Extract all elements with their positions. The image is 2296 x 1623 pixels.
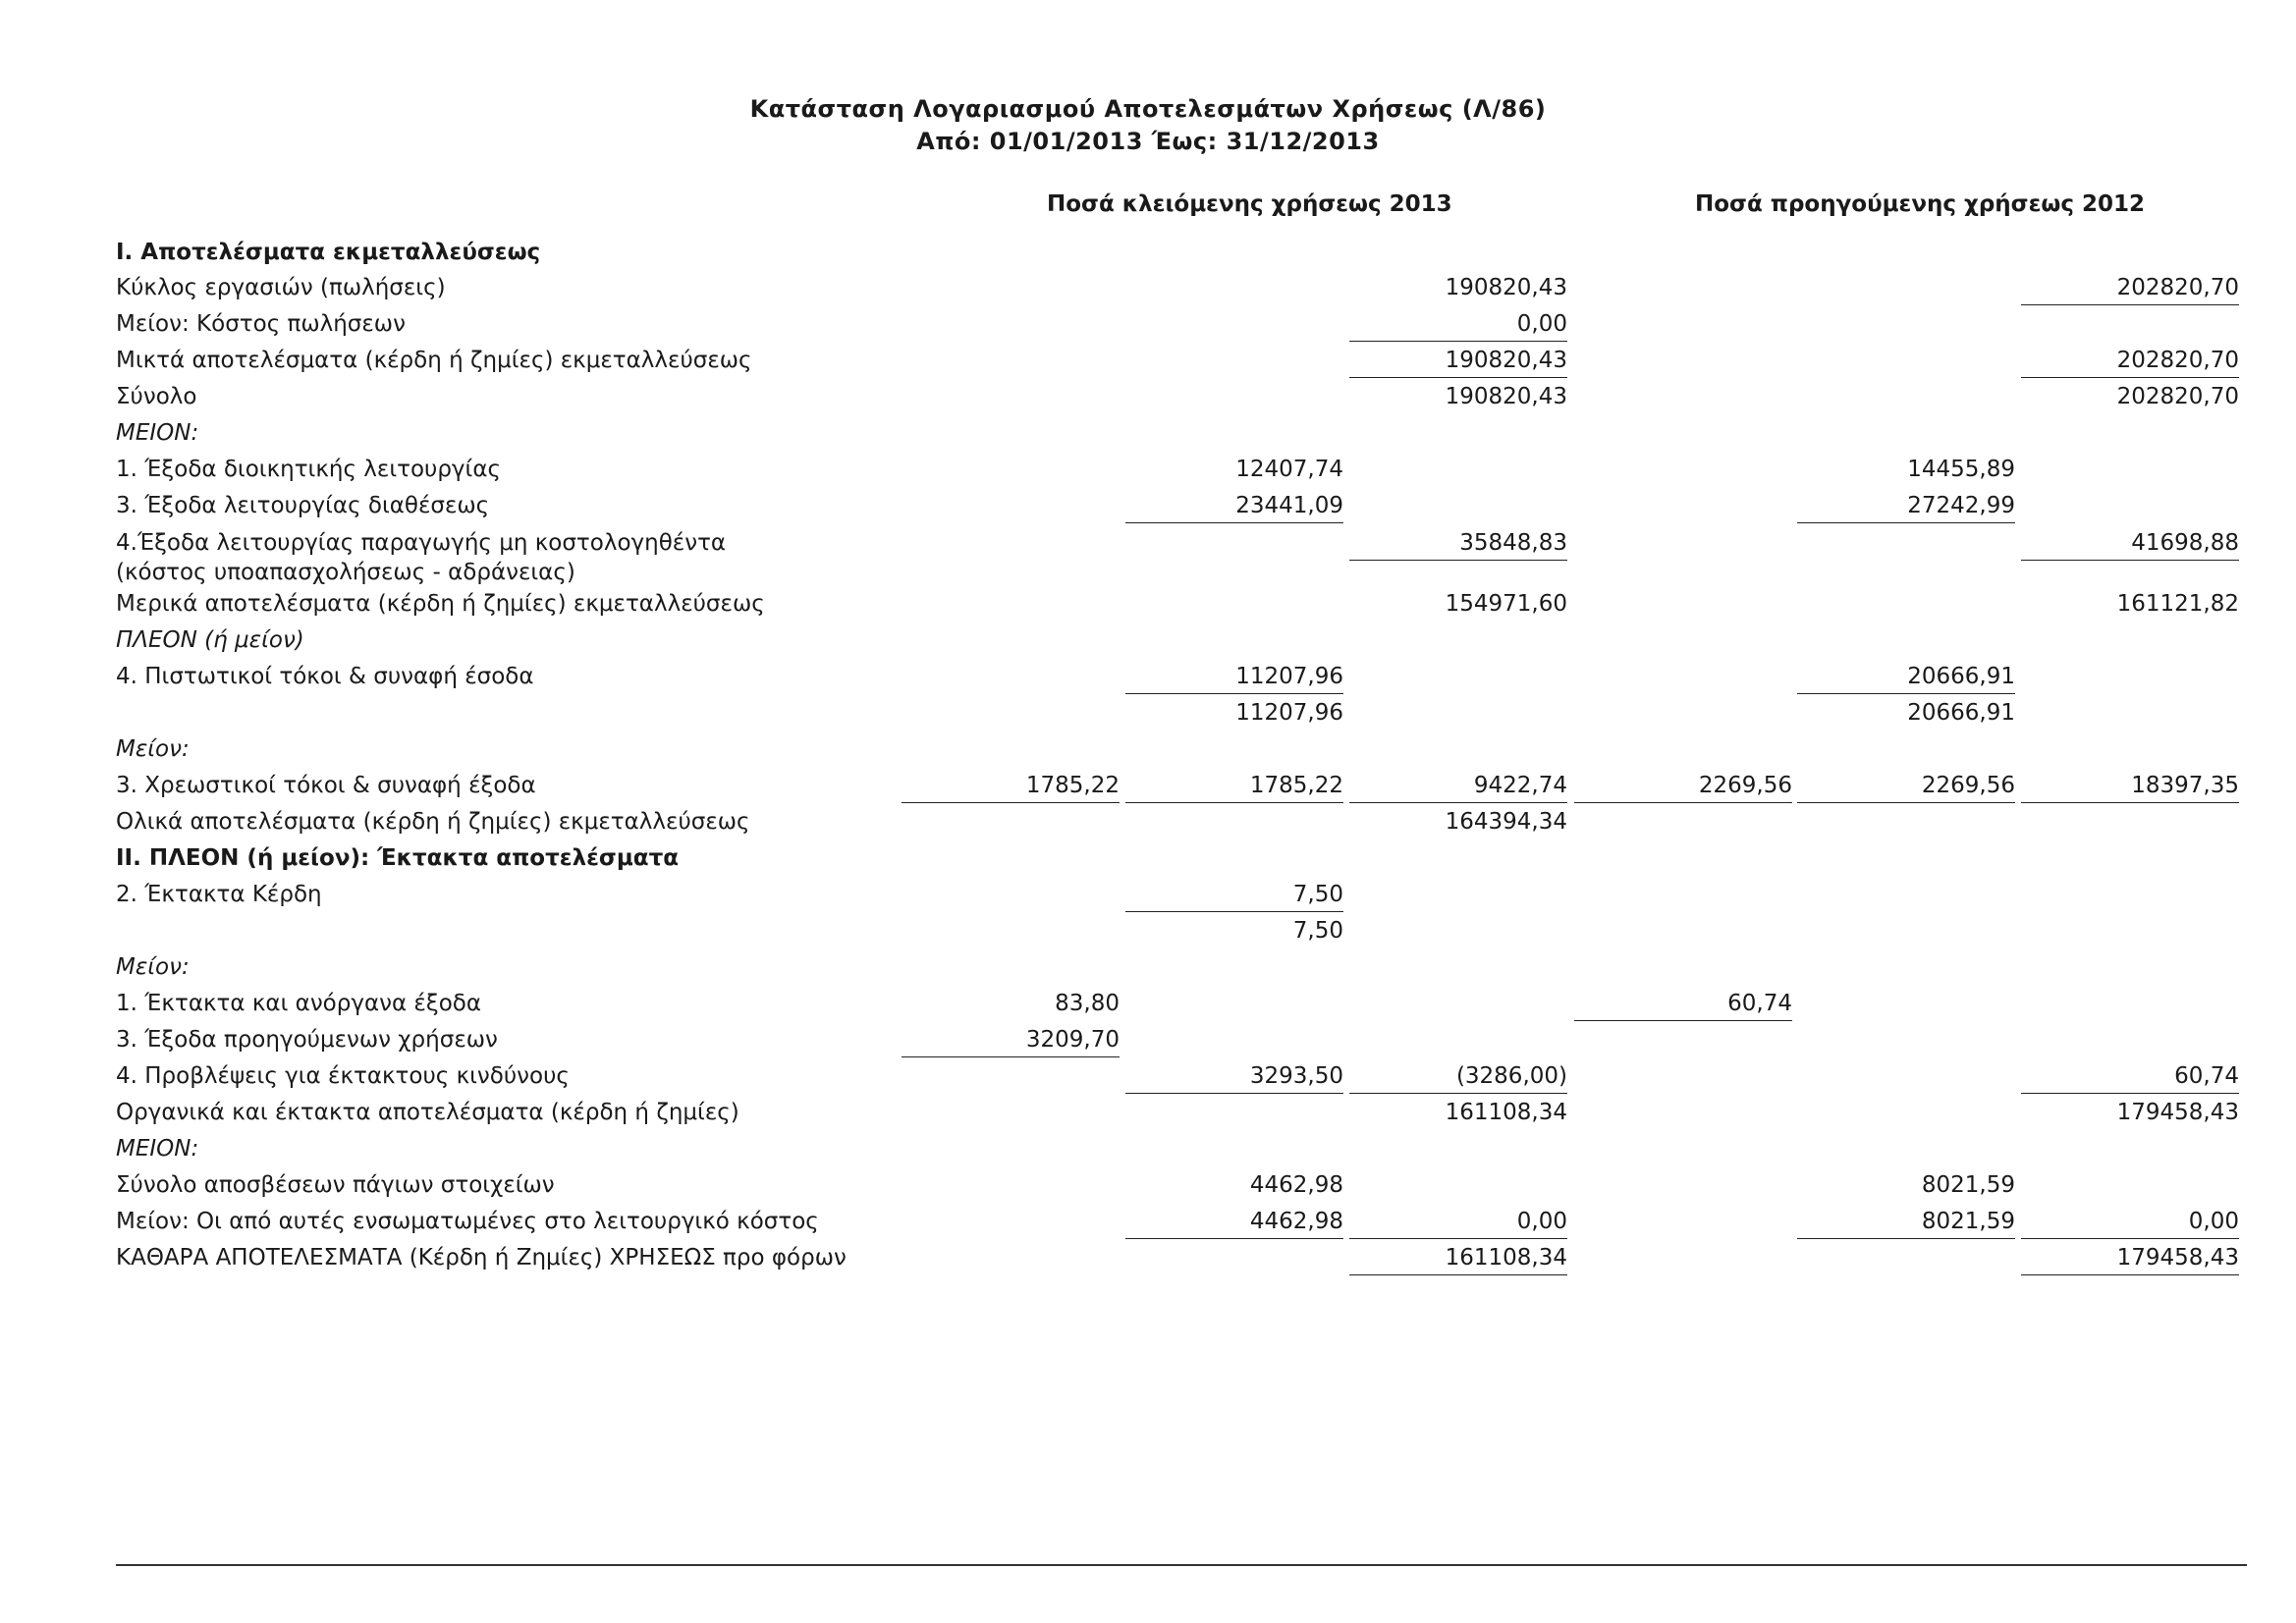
amount-cell: 179458,43 — [2116, 1100, 2239, 1125]
row-label: Μείον: — [116, 736, 190, 762]
row-label: Κύκλος εργασιών (πωλήσεις) — [116, 275, 446, 300]
row-label: 3. Έξοδα προηγούμενων χρήσεων — [116, 1027, 498, 1053]
statement-row — [0, 625, 2296, 665]
statement-row — [0, 238, 2296, 277]
amount-cell: 27242,99 — [1797, 491, 2015, 523]
statement-row — [0, 1061, 2296, 1101]
amount-cell: 161108,34 — [1349, 1243, 1567, 1275]
amount-cell: 190820,43 — [1445, 275, 1567, 300]
amount-cell: 202820,70 — [2021, 346, 2239, 378]
amount-cell: 20666,91 — [1907, 700, 2015, 726]
row-label: 4. Προβλέψεις για έκτακτους κινδύνους — [116, 1063, 570, 1089]
amount-cell: 4462,98 — [1249, 1172, 1343, 1198]
amount-cell: 18397,35 — [2021, 771, 2239, 803]
amount-cell: 1785,22 — [1125, 771, 1343, 803]
row-label: Ολικά αποτελέσματα (κέρδη ή ζημίες) εκμεταλλεύσεως — [116, 809, 750, 835]
statement-row — [0, 455, 2296, 494]
row-label: 3. Έξοδα λειτουργίας διαθέσεως — [116, 493, 490, 518]
row-label: 3. Χρεωστικοί τόκοι & συναφή έξοδα — [116, 773, 536, 798]
row-label: 1. Έκτακτα και ανόργανα έξοδα — [116, 991, 481, 1016]
amount-cell: 190820,43 — [1445, 384, 1567, 409]
statement-row — [0, 916, 2296, 955]
row-label: Σύνολο — [116, 384, 197, 409]
statement-row — [0, 698, 2296, 737]
amount-cell: 60,74 — [1574, 989, 1792, 1021]
amount-cell: 179458,43 — [2021, 1243, 2239, 1275]
amount-cell: 0,00 — [1349, 309, 1567, 342]
statement-row — [0, 418, 2296, 458]
statement-row — [0, 1134, 2296, 1173]
amount-cell: 60,74 — [2021, 1061, 2239, 1094]
amount-cell: 0,00 — [1349, 1207, 1567, 1239]
statement-row — [0, 1207, 2296, 1246]
statement-row — [0, 491, 2296, 530]
amount-cell: 9422,74 — [1349, 771, 1567, 803]
amount-cell: 12407,74 — [1235, 457, 1343, 482]
statement-row — [0, 734, 2296, 774]
row-label: I. Αποτελέσματα εκμεταλλεύσεως — [116, 240, 541, 265]
amount-cell: 20666,91 — [1797, 662, 2015, 694]
amount-cell: 164394,34 — [1445, 809, 1567, 835]
statement-row — [0, 843, 2296, 883]
amount-cell: 2269,56 — [1574, 771, 1792, 803]
amount-cell: 8021,59 — [1921, 1172, 2015, 1198]
statement-row — [0, 309, 2296, 349]
statement-row — [0, 1025, 2296, 1064]
amount-cell: 190820,43 — [1349, 346, 1567, 378]
amount-cell: 83,80 — [1055, 991, 1120, 1016]
amount-cell: 1785,22 — [902, 771, 1120, 803]
row-label: ΜΕΙΟΝ: — [116, 1136, 199, 1162]
amount-cell: 35848,83 — [1349, 528, 1567, 561]
amount-cell: (3286,00) — [1349, 1061, 1567, 1094]
row-label: Μείον: Οι από αυτές ενσωματωμένες στο λειτουργικό κόστος — [116, 1209, 819, 1234]
row-label: II. ΠΛΕΟΝ (ή μείον): Έκτακτα αποτελέσματα — [116, 845, 680, 871]
amount-cell: 161121,82 — [2116, 591, 2239, 617]
statement-row — [0, 528, 2296, 585]
amount-cell: 161108,34 — [1445, 1100, 1567, 1125]
statement-row — [0, 346, 2296, 385]
statement-row — [0, 1243, 2296, 1282]
row-label: ΠΛΕΟΝ (ή μείον) — [116, 627, 304, 653]
amount-cell: 3209,70 — [902, 1025, 1120, 1057]
row-label: Μερικά αποτελέσματα (κέρδη ή ζημίες) εκμεταλλεύσεως — [116, 591, 765, 617]
amount-cell: 41698,88 — [2021, 528, 2239, 561]
amount-cell: 3293,50 — [1125, 1061, 1343, 1094]
page-title-line1: Κατάσταση Λογαριασμού Αποτελεσμάτων Χρήσεως (Λ/86) — [749, 95, 1547, 123]
amount-cell: 7,50 — [1292, 918, 1343, 944]
amount-cell: 11207,96 — [1235, 700, 1343, 726]
column-header-previous-year: Ποσά προηγούμενης χρήσεως 2012 — [1695, 191, 2146, 217]
statement-row — [0, 989, 2296, 1028]
statement-row — [0, 1098, 2296, 1137]
row-label: 2. Έκτακτα Κέρδη — [116, 882, 322, 907]
row-label: Μείον: — [116, 954, 190, 980]
row-label: ΜΕΙΟΝ: — [116, 420, 199, 446]
amount-cell: 2269,56 — [1797, 771, 2015, 803]
statement-row — [0, 273, 2296, 312]
amount-cell: 7,50 — [1125, 880, 1343, 912]
row-label: 4. Πιστωτικοί τόκοι & συναφή έσοδα — [116, 664, 534, 689]
statement-row — [0, 807, 2296, 846]
row-label: 1. Έξοδα διοικητικής λειτουργίας — [116, 457, 501, 482]
statement-row — [0, 880, 2296, 919]
statement-row — [0, 382, 2296, 421]
amount-cell: 11207,96 — [1125, 662, 1343, 694]
amount-cell: 4462,98 — [1125, 1207, 1343, 1239]
statement-row — [0, 952, 2296, 992]
row-label: Οργανικά και έκτακτα αποτελέσματα (κέρδη ή ζημίες) — [116, 1100, 739, 1125]
amount-cell: 8021,59 — [1797, 1207, 2015, 1239]
amount-cell: 202820,70 — [2116, 384, 2239, 409]
column-header-current-year: Ποσά κλειόμενης χρήσεως 2013 — [1047, 191, 1452, 217]
amount-cell: 154971,60 — [1445, 591, 1567, 617]
row-label: Σύνολο αποσβέσεων πάγιων στοιχείων — [116, 1172, 555, 1198]
amount-cell: 202820,70 — [2021, 273, 2239, 305]
footer-divider — [116, 1564, 2247, 1566]
statement-row — [0, 589, 2296, 628]
row-label: Μικτά αποτελέσματα (κέρδη ή ζημίες) εκμεταλλεύσεως — [116, 348, 752, 373]
amount-cell: 14455,89 — [1907, 457, 2015, 482]
row-label: 4.Έξοδα λειτουργίας παραγωγής μη κοστολογηθέντα (κόστος υποαπασχολήσεως - αδράνειας) — [116, 530, 727, 585]
row-label: Μείον: Κόστος πωλήσεων — [116, 311, 406, 337]
page-title-line2: Από: 01/01/2013 Έως: 31/12/2013 — [916, 128, 1380, 155]
statement-row — [0, 662, 2296, 701]
amount-cell: 0,00 — [2021, 1207, 2239, 1239]
statement-row — [0, 771, 2296, 810]
row-label: ΚΑΘΑΡΑ ΑΠΟΤΕΛΕΣΜΑΤΑ (Κέρδη ή Ζημίες) ΧΡΗΣΕΩΣ προ φόρων — [116, 1245, 847, 1271]
statement-row — [0, 1170, 2296, 1210]
amount-cell: 23441,09 — [1125, 491, 1343, 523]
